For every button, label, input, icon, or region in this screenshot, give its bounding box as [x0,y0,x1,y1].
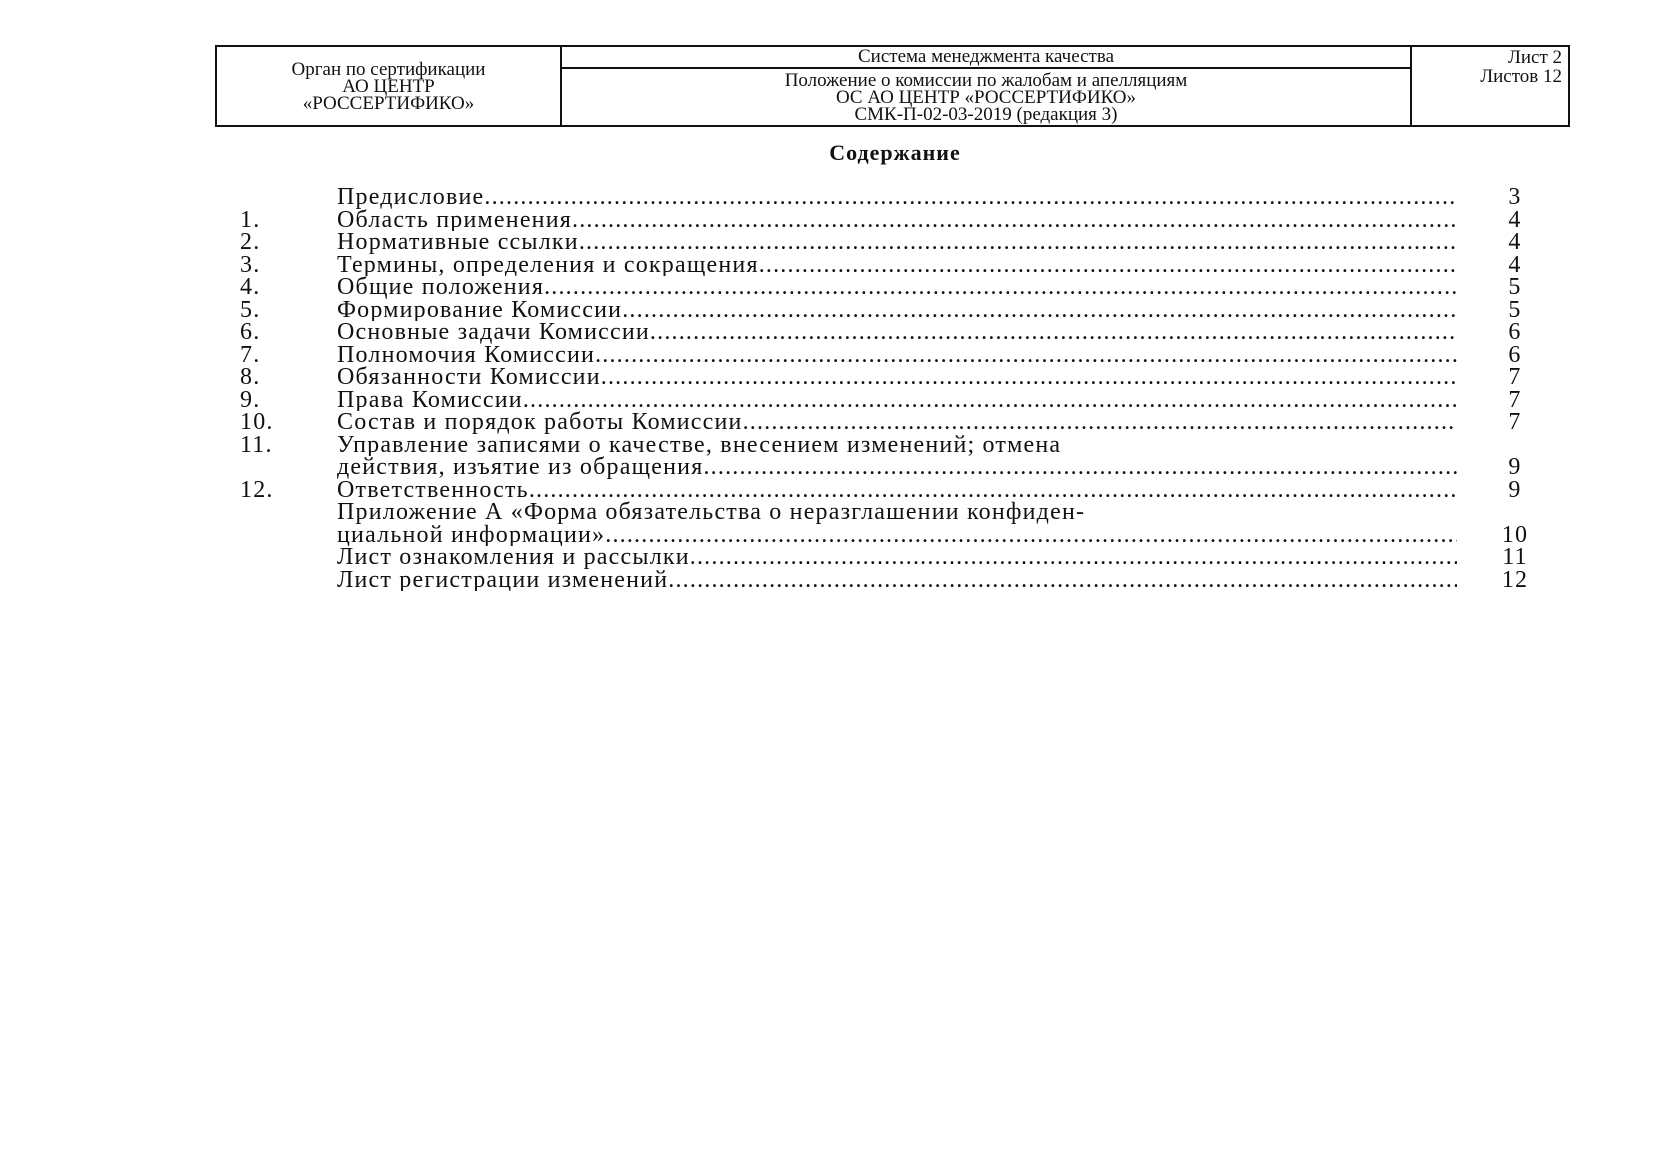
toc-page: 12 [1501,566,1529,593]
toc-title: Управление записями о качестве, внесением изменений; отмена [337,433,1062,456]
org-name-line3: «РОССЕРТИФИКО» [302,92,475,114]
toc-page: 5 [1508,296,1522,323]
toc-number: 5. [240,296,261,323]
toc-entry-continuation [240,521,1540,548]
toc-page: 4 [1508,251,1522,278]
toc-title: Нормативные ссылки ..... [337,231,1457,254]
toc-title: Состав и порядок работы Комиссии ..... [337,411,1457,434]
toc-title: Основные задачи Комиссии ..... [337,321,1457,344]
organization-cell [217,47,562,125]
toc-title: Предисловие ..... [337,186,1457,209]
toc-title-continuation: действия, изъятие из обращения ..... [337,456,1457,479]
toc-entry [240,321,1540,344]
toc-page: 9 [1508,454,1522,480]
toc-page: 7 [1508,386,1522,413]
toc-entry [240,251,1540,278]
toc-entry [240,501,1540,524]
sheet-number: Лист 2 [1507,47,1562,68]
toc-number: 4. [240,274,261,300]
toc-title: Область применения ..... [337,209,1457,232]
toc-entry [240,566,1540,593]
toc-entry [240,546,1540,569]
toc-page: 6 [1508,341,1522,368]
document-org: ОС АО ЦЕНТР «РОССЕРТИФИКО» [835,86,1137,108]
toc-entry [240,476,1540,503]
toc-number: 7. [240,341,261,368]
toc-page: 7 [1508,364,1522,390]
toc-entry [240,231,1540,254]
toc-page: 11 [1502,544,1528,570]
toc-title: Полномочия Комиссии ..... [337,344,1457,367]
contents-title: Содержание [829,140,961,165]
toc-number: 3. [240,251,261,278]
document-cell [562,47,1412,125]
sheet-cell [1412,47,1568,125]
toc-title: Приложение А «Форма обязательства о неразглашении конфиден- [337,501,1086,524]
toc-number: 8. [240,364,261,390]
toc-page: 3 [1508,184,1522,210]
toc-entry [240,386,1540,413]
toc-entry [240,341,1540,368]
toc-entry [240,206,1540,233]
toc-number: 2. [240,229,261,255]
toc-entry [240,186,1540,209]
toc-number: 1. [240,206,261,233]
toc-number: 6. [240,319,261,345]
toc-page: 9 [1508,476,1522,503]
toc-entry [240,411,1540,434]
toc-number: 11. [240,431,273,458]
document-title-block [562,69,1410,125]
toc-entry [240,366,1540,389]
toc-title: Термины, определения и сокращения ..... [337,254,1457,277]
toc-number: 10. [240,409,274,435]
table-of-contents [240,186,1540,591]
toc-page: 4 [1508,229,1522,255]
toc-title: Лист ознакомления и рассылки ..... [337,546,1457,569]
toc-title: Лист регистрации изменений ..... [337,569,1457,592]
toc-page: 10 [1501,521,1529,548]
system-name: Система менеджмента качества [562,47,1410,69]
toc-page: 6 [1508,319,1522,345]
document-title: Положение о комиссии по жалобам и апелляциям [784,69,1188,91]
toc-title: Ответственность ..... [337,479,1457,502]
toc-entry [240,296,1540,323]
toc-title: Обязанности Комиссии ..... [337,366,1457,389]
toc-entry-continuation [240,456,1540,479]
toc-number: 12. [240,476,274,503]
toc-page: 7 [1508,409,1522,435]
org-name-line2: АО ЦЕНТР [342,75,435,97]
toc-entry [240,276,1540,299]
toc-page: 5 [1508,274,1522,300]
document-code: СМК-П-02-03-2019 (редакция 3) [854,103,1118,125]
header-table [215,45,1570,127]
toc-title: Общие положения ..... [337,276,1457,299]
toc-page: 4 [1508,206,1522,233]
sheet-total: Листов 12 [1480,66,1562,87]
org-name-line1: Орган по сертификации [291,58,486,80]
toc-title-continuation: циальной информации» ..... [337,524,1457,547]
toc-number: 9. [240,386,261,413]
toc-entry [240,431,1540,458]
toc-title: Права Комиссии ..... [337,389,1457,412]
toc-title: Формирование Комиссии ..... [337,299,1457,322]
